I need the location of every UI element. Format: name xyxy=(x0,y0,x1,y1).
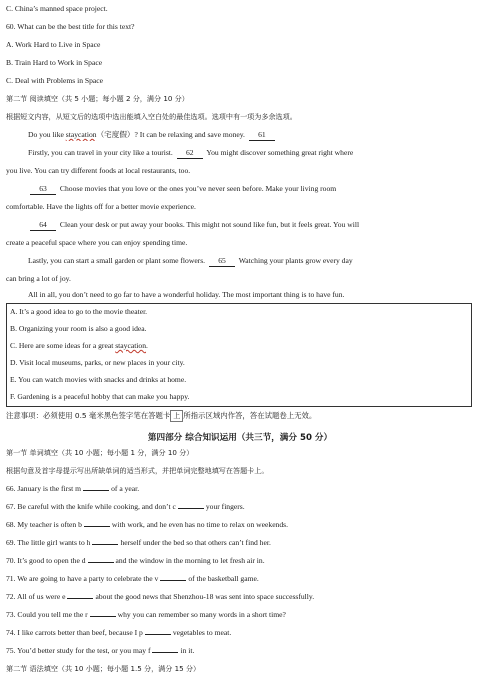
blank-73[interactable] xyxy=(90,616,116,617)
passage-para-3: 63 Choose movies that you love or the ones you’ve never seen before. Make your living room xyxy=(6,184,474,195)
q68: 68. My teacher is often b with work, and he even has no time to relax on weekends. xyxy=(6,520,289,529)
blank-68[interactable] xyxy=(84,526,110,527)
part4-title: 第四部分 综合知识运用（共三节，满分 50 分） xyxy=(147,433,333,443)
q69: 69. The little girl wants to h herself under the bed so that others can’t find her. xyxy=(6,538,271,547)
blank-75[interactable] xyxy=(152,652,178,653)
q66: 66. January is the first m of a year. xyxy=(6,484,140,493)
option-e: E. You can watch movies with snacks and drinks at home. xyxy=(10,375,187,384)
blank-69[interactable] xyxy=(92,544,118,545)
passage-para-5: Lastly, you can start a small garden or plant some flowers. 65 Watching your plants grow every day xyxy=(28,256,353,265)
passage-para-4: 64 Clean your desk or put away your books. This might not sound like fun, but it feels great. You will xyxy=(6,220,474,231)
blank-67[interactable] xyxy=(178,508,204,509)
part2-header: 第二节 阅读填空（共 5 小题；每小题 2 分，满分 10 分） xyxy=(6,94,189,103)
passage-para-3-cont: comfortable. Have the lights off for a better movie experience. xyxy=(6,202,196,211)
q73: 73. Could you tell me the r why you can remember so many words in a short time? xyxy=(6,610,286,619)
q70: 70. It’s good to open the d and the window in the morning to let fresh air in. xyxy=(6,556,265,565)
part2-instruction: 根据短文内容，从短文后的选项中选出能填入空白处的最佳选项。选项中有一项为多余选项。 xyxy=(6,112,297,121)
blank-71[interactable] xyxy=(160,580,186,581)
part4-s2-header: 第二节 语法填空（共 10 小题；每小题 1.5 分，满分 15 分） xyxy=(6,664,201,673)
q60-option-c: C. Deal with Problems in Space xyxy=(6,76,104,85)
option-d: D. Visit local museums, parks, or new places in your city. xyxy=(10,358,185,367)
options-box xyxy=(6,303,472,407)
passage-para-5-cont: can bring a lot of joy. xyxy=(6,274,71,283)
q74: 74. I like carrots better than beef, because I p vegetables to meat. xyxy=(6,628,232,637)
blank-74[interactable] xyxy=(145,634,171,635)
q75: 75. You’d better study for the test, or you may f in it. xyxy=(6,646,195,655)
blank-62: 62 xyxy=(177,148,203,159)
blank-64: 64 xyxy=(30,220,56,231)
option-a: A. It’s a good idea to go to the movie theater. xyxy=(10,307,148,316)
q67: 67. Be careful with the knife while cooking, and don’t c your fingers. xyxy=(6,502,245,511)
passage-para-6: All in all, you don’t need to go far to have a wonderful holiday. The most important thing is to have fun. xyxy=(28,290,345,299)
passage-para-1: Do you like staycation（宅度假）? It can be relaxing and save money. 61 xyxy=(6,130,474,141)
option-c: C. Here are some ideas for a great staycation. xyxy=(10,341,148,350)
q71: 71. We are going to have a party to celebrate the v of the basketball game. xyxy=(6,574,259,583)
q59-option-c: C. China’s manned space project. xyxy=(6,4,108,13)
stamp-mark: 上 xyxy=(170,410,183,422)
blank-70[interactable] xyxy=(88,562,114,563)
blank-63: 63 xyxy=(30,184,56,195)
staycation-word: staycation xyxy=(65,130,97,139)
q60-option-b: B. Train Hard to Work in Space xyxy=(6,58,103,67)
option-f: F. Gardening is a peaceful hobby that can make you happy. xyxy=(10,392,190,401)
answer-sheet-notice: 注意事项：必须使用 0.5 毫米黑色签字笔在答题卡 上 所指示区域内作答，答在试题卷上无效。 xyxy=(6,411,317,420)
option-b: B. Organizing your room is also a good idea. xyxy=(10,324,147,333)
part4-s1-instruction: 根据句意及首字母提示写出所缺单词的适当形式，并把单词完整地填写在答题卡上。 xyxy=(6,466,269,475)
blank-65: 65 xyxy=(209,256,235,267)
passage-para-2: Firstly, you can travel in your city like a tourist. 62 You might discover something great right where xyxy=(28,148,354,157)
blank-66[interactable] xyxy=(83,490,109,491)
part4-s1-header: 第一节 单词填空（共 10 小题；每小题 1 分，满分 10 分） xyxy=(6,448,194,457)
passage-para-2-cont: you live. You can try different foods at local restaurants, too. xyxy=(6,166,191,175)
q60-question: 60. What can be the best title for this text? xyxy=(6,22,135,31)
q60-option-a: A. Work Hard to Live in Space xyxy=(6,40,101,49)
blank-61: 61 xyxy=(249,130,275,141)
q72: 72. All of us were e about the good news that Shenzhou-18 was sent into space successfully. xyxy=(6,592,315,601)
passage-para-4-cont: create a peaceful space where you can enjoy spending time. xyxy=(6,238,188,247)
blank-72[interactable] xyxy=(67,598,93,599)
